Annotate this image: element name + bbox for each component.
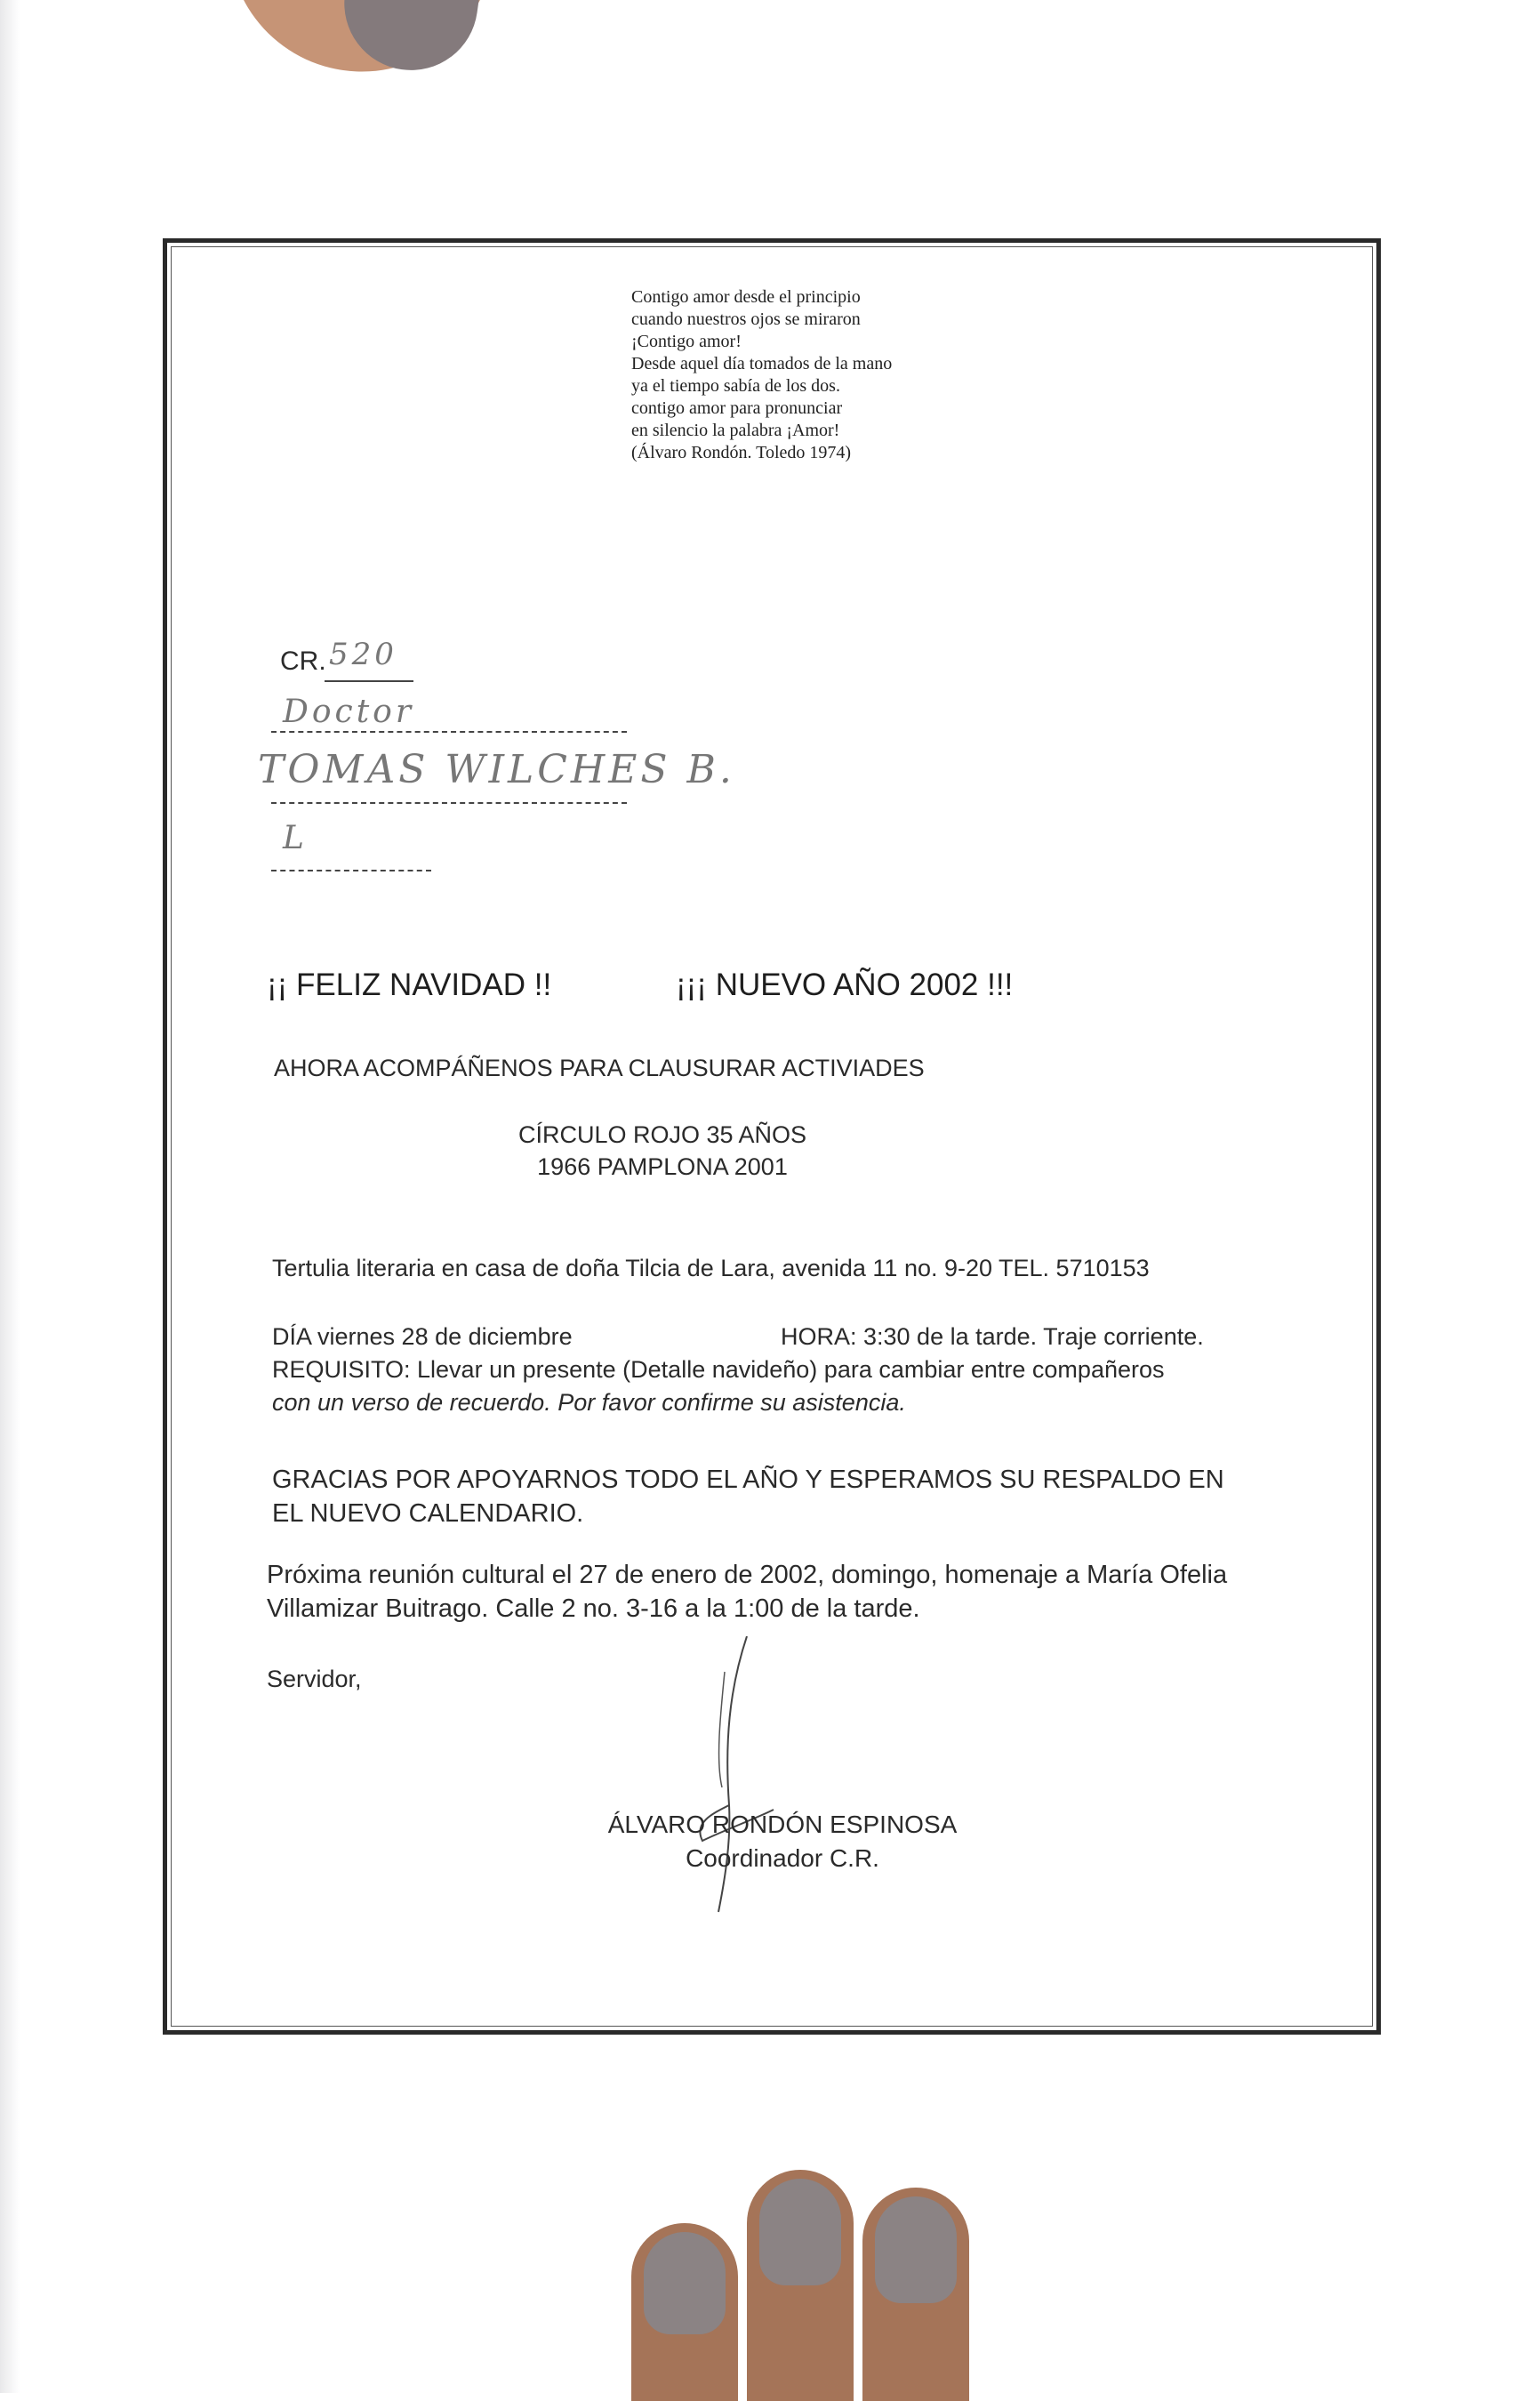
thanks-text-1: GRACIAS POR APOYARNOS TODO EL AÑO Y ESPERAMOS SU RESPALDO EN: [272, 1465, 1224, 1494]
circle-heading: [502, 1119, 822, 1183]
recipient-extra-handwritten: L: [283, 820, 308, 856]
signer-name: ÁLVARO RONDÓN ESPINOSA: [607, 1811, 958, 1838]
address-line-1: [271, 731, 627, 733]
poem-line: ¡Contigo amor!: [631, 332, 742, 351]
signer-title: Coordinador C.R.: [686, 1844, 879, 1872]
requirement-text-2: con un verso de recuerdo. Por favor confirme su asistencia.: [272, 1389, 906, 1416]
address-line-2: [271, 802, 627, 804]
finger-3: [862, 2188, 969, 2401]
requirement-text-1: REQUISITO: Llevar un presente (Detalle navideño) para cambiar entre compañeros: [272, 1356, 1165, 1383]
address-line-3: [271, 870, 431, 871]
signer-block: [533, 1808, 1031, 1875]
bottom-fingers-photo: [622, 2170, 996, 2393]
poem-line: contigo amor para pronunciar: [631, 398, 843, 418]
greeting-line: [267, 968, 1014, 1003]
poem-line: Contigo amor desde el principio: [631, 287, 861, 307]
finger-2: [747, 2170, 854, 2401]
poem-line: cuando nuestros ojos se miraron: [631, 309, 861, 329]
fingernail-1: [644, 2232, 726, 2334]
top-finger-photo: [212, 0, 501, 89]
tertulia-text: Tertulia literaria en casa de doña Tilcia de Lara, avenida 11 no. 9-20 TEL. 5710153: [272, 1255, 1150, 1281]
time-text: HORA: 3:30 de la tarde. Traje corriente.: [781, 1323, 1204, 1350]
nuevo-ano-text: ¡¡¡ NUEVO AÑO 2002 !!!: [676, 968, 1014, 1002]
circle-years: 1966 PAMPLONA 2001: [537, 1153, 788, 1180]
invitation-text: AHORA ACOMPÁÑENOS PARA CLAUSURAR ACTIVIADES: [274, 1055, 925, 1081]
fingernail-2: [759, 2179, 841, 2285]
recipient-name-handwritten: TOMAS WILCHES B.: [258, 747, 735, 792]
cr-label: CR.: [280, 646, 326, 676]
next-meeting-text-2: Villamizar Buitrago. Calle 2 no. 3-16 a la 1:00 de la tarde.: [267, 1594, 920, 1623]
cr-number-handwritten: 520: [329, 637, 397, 672]
poem-line: en silencio la palabra ¡Amor!: [631, 421, 840, 440]
poem-line: ya el tiempo sabía de los dos.: [631, 376, 840, 396]
closing-text: Servidor,: [267, 1666, 362, 1692]
recipient-title-handwritten: Doctor: [283, 694, 415, 730]
day-text: DÍA viernes 28 de diciembre: [272, 1323, 573, 1350]
cr-underline: [325, 680, 413, 682]
finger-1: [631, 2223, 738, 2401]
page-edge-shadow: [0, 0, 20, 2393]
next-meeting-text-1: Próxima reunión cultural el 27 de enero de 2002, domingo, homenaje a María Ofelia: [267, 1561, 1228, 1589]
feliz-navidad-text: ¡¡ FELIZ NAVIDAD !!: [267, 968, 552, 1002]
thanks-text-2: EL NUEVO CALENDARIO.: [272, 1499, 584, 1528]
circle-title: CÍRCULO ROJO 35 AÑOS: [517, 1121, 807, 1148]
top-fingernail: [336, 0, 479, 79]
handwritten-signature: [640, 1636, 818, 1921]
fingernail-3: [875, 2196, 957, 2303]
poem-line: (Álvaro Rondón. Toledo 1974): [631, 443, 852, 462]
poem-line: Desde aquel día tomados de la mano: [631, 354, 893, 373]
epigraph-poem: [631, 286, 1023, 464]
